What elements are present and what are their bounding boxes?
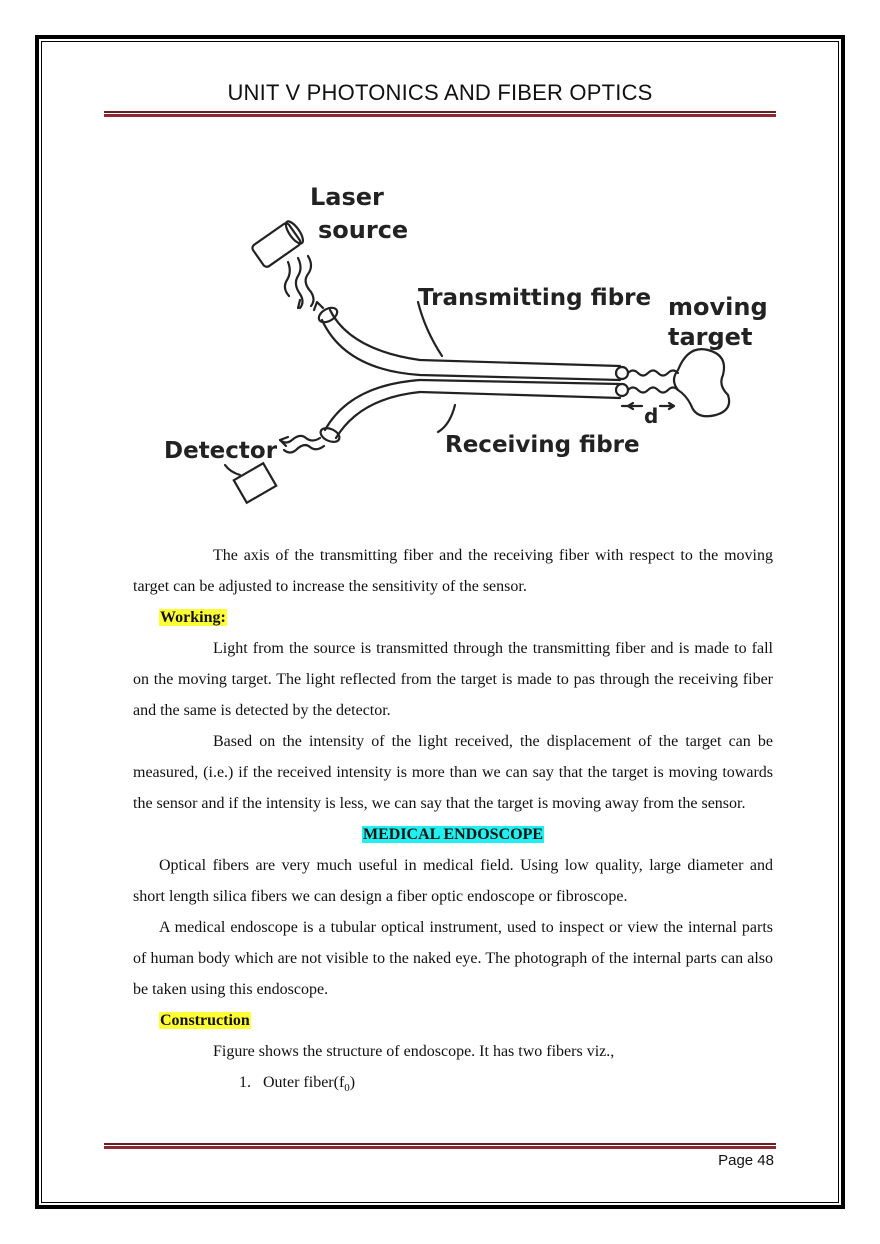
label-receiving-fibre: Receiving fibre (445, 432, 640, 458)
paragraph-intensity: Based on the intensity of the light received, the displacement of the target can be measured, (i.e.) if the received intensity is more than we can say that the target is moving towards the sensor and if the intensity is less, we can say that the target is moving away from the sensor. (133, 733, 773, 812)
working-heading: Working: (160, 609, 226, 626)
construction-heading-row (133, 1005, 773, 1036)
label-target: target (668, 323, 753, 351)
construction-heading: Construction (160, 1012, 250, 1029)
list-item-text: Outer fiber(f (263, 1074, 345, 1091)
endoscope-heading-row (133, 819, 773, 850)
list-item-subscript: 0 (344, 1082, 350, 1095)
label-detector: Detector (164, 438, 278, 464)
label-transmitting-fibre: Transmitting fibre (418, 285, 652, 311)
page-header-title: UNIT V PHOTONICS AND FIBER OPTICS (227, 80, 653, 105)
body-text (133, 540, 773, 1104)
medical-endoscope-heading: MEDICAL ENDOSCOPE (362, 826, 544, 843)
laser-source-shape (251, 219, 306, 268)
detector-shape (234, 463, 276, 503)
paragraph-structure: Figure shows the structure of endoscope. It has two fibers viz., (213, 1043, 615, 1060)
displacement-sensor-figure (150, 170, 770, 525)
paragraph-endoscope-definition: A medical endoscope is a tubular optical instrument, used to inspect or view the internal parts of human body which are not visible to the naked eye. The photograph of the internal parts can also be taken using this endoscope. (133, 919, 773, 998)
page-number: Page 48 (718, 1152, 774, 1169)
moving-target-shape (674, 349, 729, 416)
header-rule (104, 111, 776, 117)
paragraph-working: Light from the source is transmitted through the transmitting fiber and is made to fall on the moving target. The light reflected from the target is made to pas through the receiving fiber and the same is detected by the detector. (133, 640, 773, 719)
list-item-number: 1. (239, 1074, 251, 1091)
label-laser-line1: Laser (310, 183, 384, 211)
list-item-close: ) (349, 1074, 356, 1091)
paragraph-optical-fibers: Optical fibers are very much useful in medical field. Using low quality, large diameter and short length silica fibers we can design a fiber optic endoscope or fibroscope. (133, 857, 773, 905)
label-d: d (644, 404, 659, 428)
label-moving: moving (668, 293, 768, 321)
paragraph-axis: The axis of the transmitting fiber and the receiving fiber with respect to the moving target can be adjusted to increase the sensitivity of the sensor. (133, 547, 773, 595)
working-heading-row (133, 602, 773, 633)
label-laser-line2: source (318, 216, 409, 244)
footer-rule (104, 1143, 776, 1149)
list-item-outer-fiber (133, 1067, 773, 1104)
